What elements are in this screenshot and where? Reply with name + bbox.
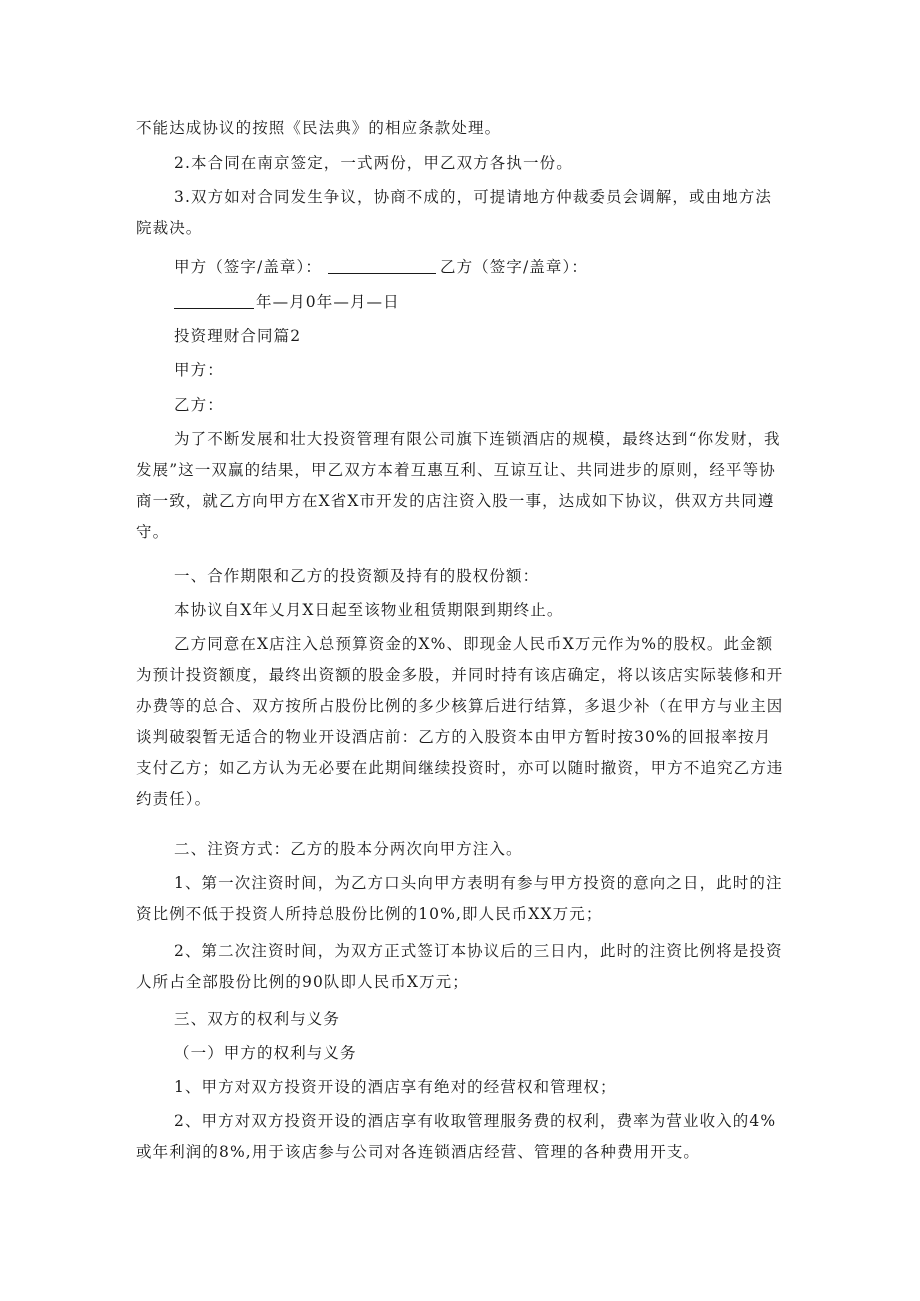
section-heading: 投资理财合同篇2 [174,327,302,345]
paragraph-investment: 乙方同意在X店注入总预算资金的X%、即现金人民币X万元作为%的股权。此金额为预计投资额度，最终出资额的股金多股，并同时持有该店确定，将以该店实际装修和开办费等的总合、双方按所占股份比例的多少核算后进行结算，多退少补（在甲方与业主因谈判破裂暂无适合的物业开设酒店前：乙方的入股资本由甲方暂时按30%的回报率按月支付乙方；如乙方认为无必要在此期间继续投资时，亦可以随时撤资，甲方不追究乙方违约责任）。 [136,635,784,808]
signature-line [136,252,786,283]
party-a-signature-label: 甲方（签字/盖章）： [174,258,322,276]
paragraph-first-injection: 1、第一次注资时间，为乙方口头向甲方表明有参与甲方投资的意向之日，此时的注资比例不低于投资人所持总股份比例的10%,即人民币XX万元； [136,874,783,923]
party-b-signature-label: 乙方（签字/盖章）： [439,258,588,276]
heading-rights-obligations: 三、双方的权利与义务 [174,1010,341,1028]
date-line [136,287,786,318]
paragraph-second-injection: 2、第二次注资时间，为双方正式签订本协议后的三日内，此时的注资比例将是投资人所占全部股份比例的90队即人民币X万元； [136,942,783,991]
date-blank [174,290,254,309]
signature-blank [328,255,436,274]
party-b-label: 乙方： [174,396,224,414]
heading-party-a-rights: （一）甲方的权利与义务 [174,1044,357,1062]
heading-cooperation-term: 一、合作期限和乙方的投资额及持有的股权份额： [174,567,540,585]
paragraph-dispute-clause-end: 不能达成协议的按照《民法典》的相应条款处理。 [136,119,502,137]
heading-capital-injection: 二、注资方式：乙方的股本分两次向甲方注入。 [174,840,523,858]
paragraph-party-a-right-2: 2、甲方对双方投资开设的酒店享有收取管理服务费的权利，费率为营业收入的4%或年利润的8%,用于该店参与公司对各连锁酒店经营、管理的各种费用开支。 [136,1112,777,1161]
paragraph-clause-2: 2.本合同在南京签定，一式两份，甲乙双方各执一份。 [174,154,573,172]
paragraph-preamble: 为了不断发展和壮大投资管理有限公司旗下连锁酒店的规模，最终达到“你发财，我发展”这一双赢的结果，甲乙双方本着互惠互利、互谅互让、共同进步的原则，经平等协商一致，就乙方向甲方在X省X市开发的店注资入股一事，达成如下协议，供双方共同遵守。 [136,430,781,541]
party-a-label: 甲方： [174,361,224,379]
date-text: 年—月0年—月—日 [256,293,400,311]
paragraph-clause-3: 3.双方如对合同发生争议，协商不成的，可提请地方仲裁委员会调解，或由地方法院裁决。 [136,188,772,237]
paragraph-party-a-right-1: 1、甲方对双方投资开设的酒店享有绝对的经营权和管理权； [174,1078,617,1096]
paragraph-term: 本协议自X年乂月X日起至该物业租赁期限到期终止。 [174,601,564,619]
